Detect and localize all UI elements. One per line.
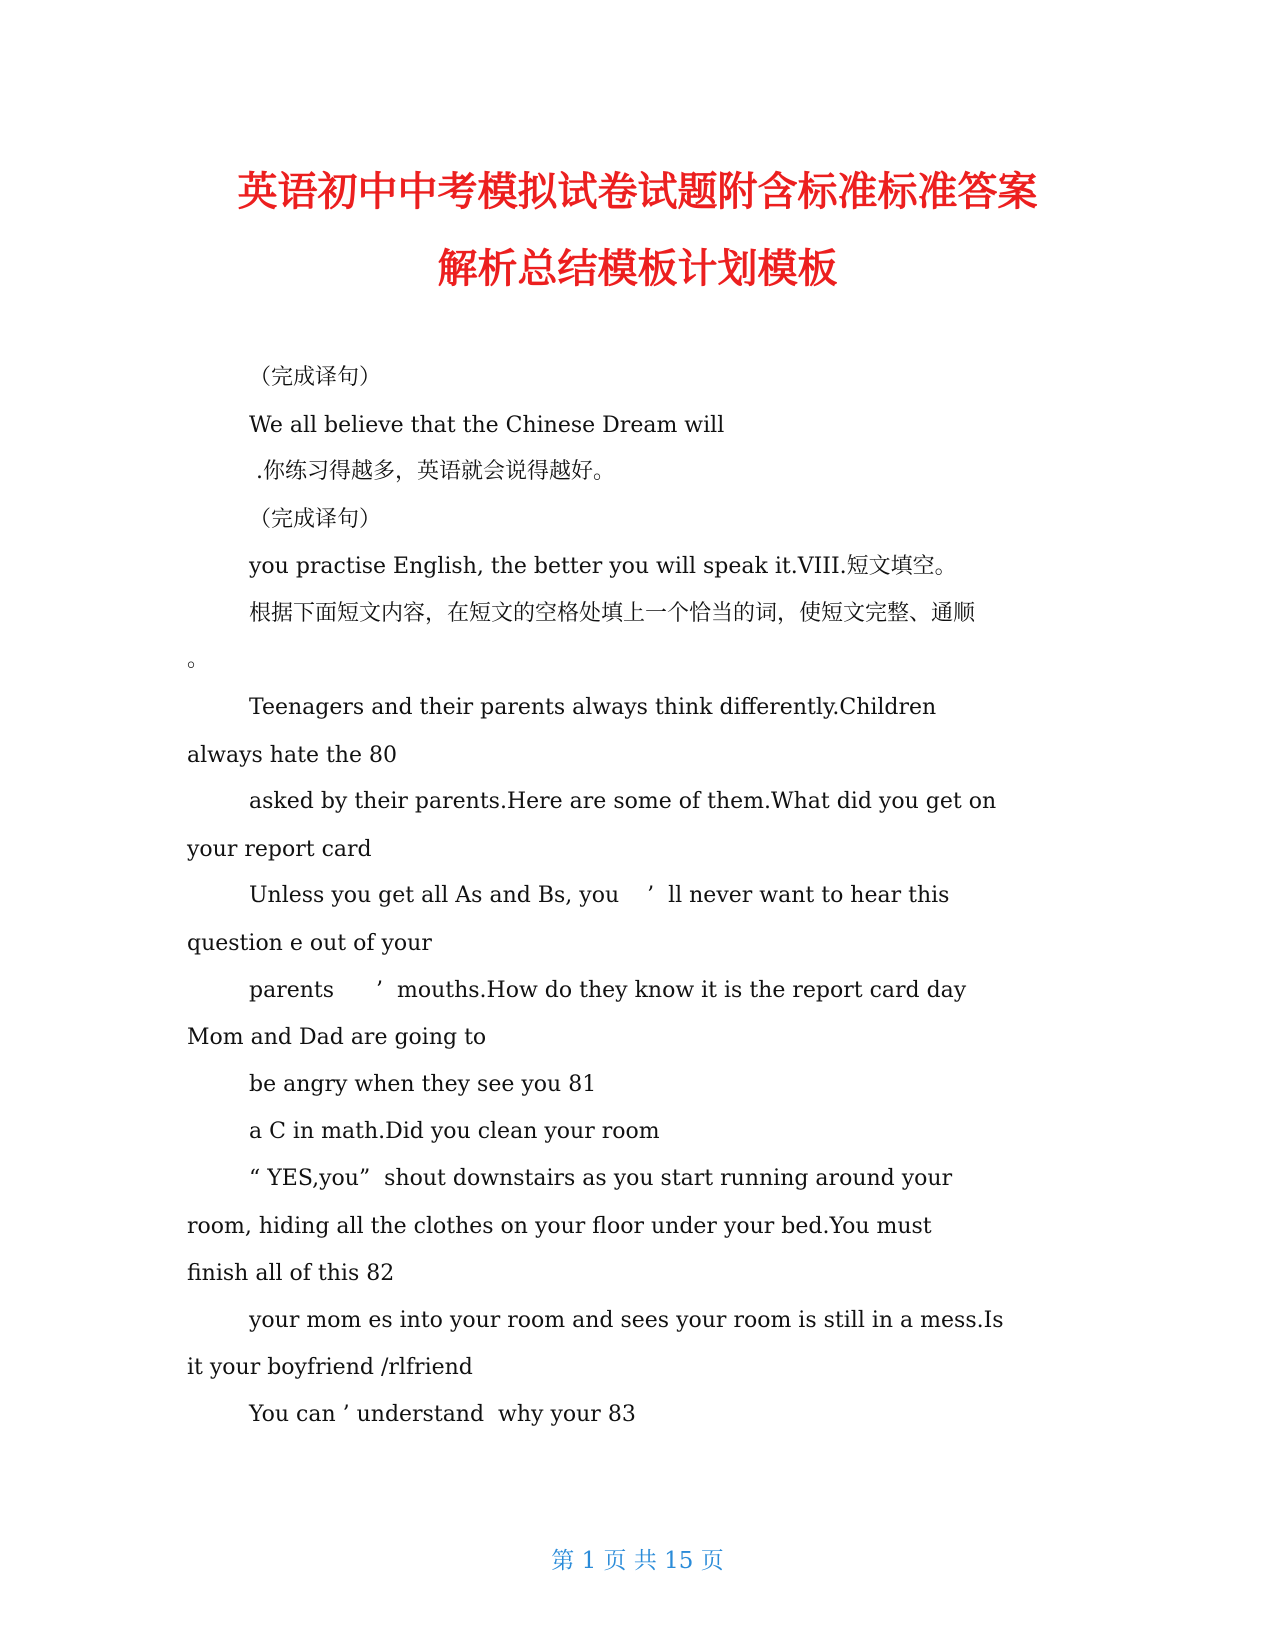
body-line: Mom and Dad are going to [187, 1025, 487, 1050]
body-line: always hate the 80 [187, 743, 397, 768]
body-line: 根据下面短文内容，在短文的空格处填上一个恰当的词，使短文完整、通顺 [249, 601, 976, 626]
body-line: Unless you get all As and Bs, you ’ ll never want to hear this [249, 883, 950, 908]
body-line: .你练习得越多，英语就会说得越好。 [249, 459, 615, 484]
body-line: You can ’ understand why your 83 [249, 1402, 636, 1427]
body-line: （完成译句） [249, 507, 382, 532]
body-line: room, hiding all the clothes on your floor under your bed.You must [187, 1214, 932, 1239]
body-line: a C in math.Did you clean your room [249, 1119, 660, 1144]
body-line: it your boyfriend /rlfriend [187, 1355, 473, 1380]
body-line: parents ’ mouths.How do they know it is the report card day [249, 978, 967, 1003]
body-line: finish all of this 82 [187, 1261, 395, 1286]
body-line: be angry when they see you 81 [249, 1072, 597, 1097]
page-number-footer: 第 1 页 共 15 页 [551, 1548, 724, 1574]
body-line: you practise English, the better you will speak it.VIII.短文填空。 [249, 554, 957, 579]
body-line: asked by their parents.Here are some of them.What did you get on [249, 789, 997, 814]
body-line: question e out of your [187, 931, 432, 956]
body-line: We all believe that the Chinese Dream will [249, 413, 725, 438]
body-line: “ YES,you” shout downstairs as you start running around your [249, 1166, 953, 1191]
document-title-line-2: 解析总结模板计划模板 [437, 246, 838, 292]
body-line: your report card [187, 837, 372, 862]
body-line: Teenagers and their parents always think differently.Children [249, 695, 937, 720]
body-line: 。 [187, 647, 210, 672]
document-title-line-1: 英语初中中考模拟试卷试题附含标准标准答案 [237, 169, 1038, 215]
body-line: your mom es into your room and sees your room is still in a mess.Is [249, 1308, 1004, 1333]
body-line: （完成译句） [249, 365, 382, 390]
